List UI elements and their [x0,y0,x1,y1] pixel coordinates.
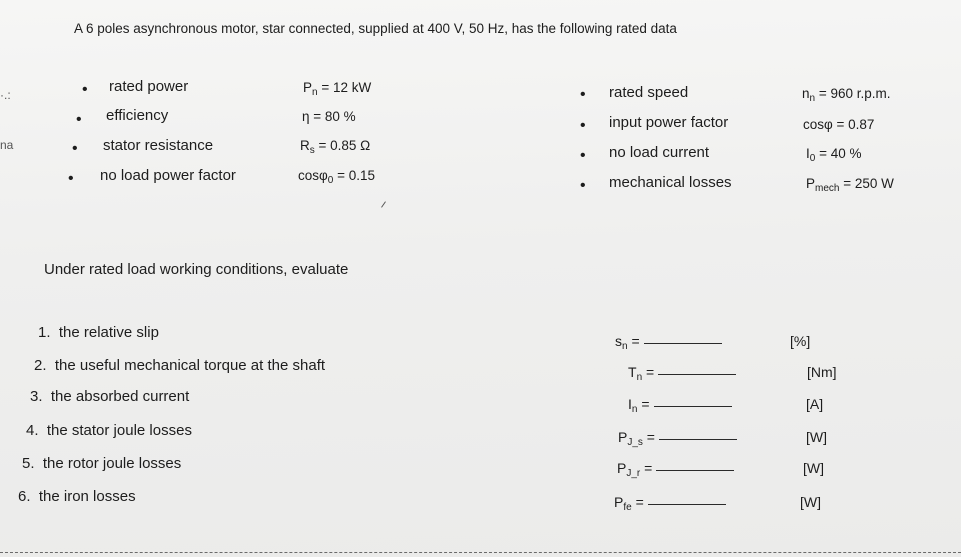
question-item [34,357,325,374]
data-value: η = 80 % [302,109,356,124]
answer-blank [654,406,732,407]
data-value: $R_s = 0.85$ Ω [300,138,371,156]
question-number: 1. [38,324,51,341]
margin-fragment-top: ·.: [0,88,11,102]
problem-intro: A 6 poles asynchronous motor, star connected, supplied at 400 V, 50 Hz, has the following rated data [74,21,677,36]
answer-unit: [Nm] [807,364,837,380]
data-value: cosφ$_0$ = 0.15 [298,168,375,186]
question-text: the useful mechanical torque at the shaft [54,357,326,374]
data-label: rated speed [609,84,689,101]
data-value: $I_0 = 40$ % [806,146,862,164]
data-value: $P_{mech} = 250$ W [806,176,894,194]
data-label: rated power [109,78,189,95]
question-number: 2. [34,357,47,374]
answer-field: $T_n$ = [628,364,736,383]
question-item [38,324,159,341]
data-label: no load power factor [100,167,236,184]
answer-unit: [W] [800,494,821,510]
data-label: efficiency [106,107,169,124]
question-text: the rotor joule losses [42,455,182,472]
data-label: mechanical losses [609,174,732,191]
bullet-icon: • [580,117,586,134]
bullet-icon: • [72,140,78,157]
answer-unit: [W] [806,429,827,445]
answer-unit: [A] [806,396,824,412]
page-bottom-rule [0,551,961,553]
answer-field: $P_{J\_r}$ = [617,460,734,479]
bullet-icon: • [68,170,74,187]
answer-field: $P_{fe}$ = [614,494,726,513]
bullet-icon: • [580,86,586,103]
data-label: input power factor [609,114,729,131]
bullet-icon: • [580,147,586,164]
answer-blank [648,504,726,505]
bullet-icon: • [76,111,82,128]
question-number: 4. [26,422,39,439]
question-number: 3. [30,388,43,405]
pen-mark [381,201,386,207]
data-label: no load current [609,144,710,161]
answer-unit: [%] [790,333,811,349]
question-item [22,455,181,472]
bullet-icon: • [82,81,88,98]
question-item [30,388,189,405]
question-number: 6. [18,488,31,505]
answer-field: $P_{J\_s}$ = [618,429,737,448]
answer-blank [659,439,737,440]
answer-field: $I_n$ = [628,396,732,415]
answer-blank [658,374,736,375]
question-item [26,422,192,439]
question-text: the stator joule losses [46,422,192,439]
answer-unit: [W] [803,460,824,476]
margin-fragment-bottom: na [0,138,14,152]
answer-field: $s_n$ = [615,333,722,352]
data-value: $n_n = 960$ r.p.m. [802,86,891,104]
answer-blank [644,343,722,344]
question-text: the iron losses [38,488,136,505]
data-value: $P_n = 12$ kW [303,80,372,98]
task-prompt: Under rated load working conditions, evaluate [44,261,349,278]
data-label: stator resistance [103,137,214,154]
answer-blank [656,470,734,471]
question-number: 5. [22,455,35,472]
bullet-icon: • [580,177,586,194]
question-item [18,488,136,505]
data-value: cosφ = 0.87 [803,117,875,132]
question-text: the absorbed current [50,388,190,405]
question-text: the relative slip [58,324,159,341]
